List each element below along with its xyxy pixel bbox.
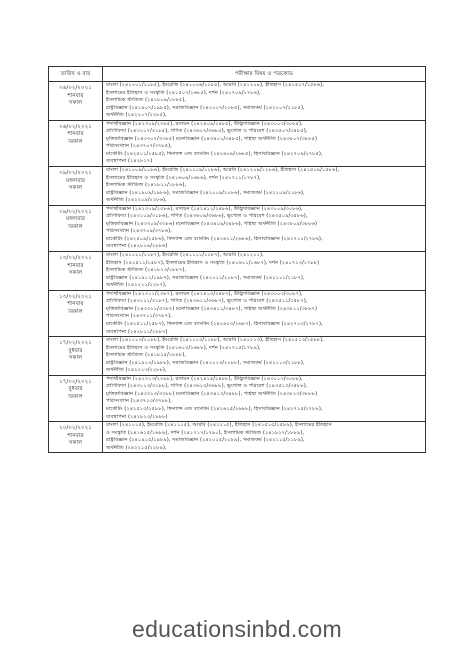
row-date: ১৭/০২/২০২১ (59, 378, 92, 385)
subjects-cell (103, 290, 426, 336)
row-date: ১৩/০২/২০২১ (59, 293, 92, 300)
subject-line: বাংলা (২৪১০১৩/১০৮৮), ইংরেজি (২৪১১১৩/১১৮৮), আরবি (২৪১২১৩), ইতিহাস (২৪১৫১৩/১৫৮৮), (106, 337, 324, 344)
subject-line: বাংলা (২৪১০১৫), ইংরেজি (২৪১১১৫), আরবি (২৪১২১৫), ইতিহাস (২৪১৫১৫/১৫৮৯), ইসলামের ইতিহাস (106, 422, 332, 429)
subject-line: ইসলামের ইতিহাস ও সংস্কৃতি (২৪১৬০৯/১৬৮৬), দর্শন (২৪১৭১১/১৭৮৭), (106, 174, 261, 181)
subject-line: পরিসংখ্যান (২৪৩৭১১/৩৭৮৭), (106, 313, 172, 320)
row-day: শনিবার (67, 92, 84, 99)
subject-line: পদার্থবিজ্ঞান (২৪২৩০৯/২৩৮৬), রসায়ন (২৪২৪১১/২৪৮৬), উদ্ভিদবিজ্ঞান (২৪৩০০৯/৩০৮৬), (106, 205, 303, 212)
subject-line: ব্যবস্থাপনা (২৪২৮০৯/২৮৮৬) (106, 243, 168, 250)
date-cell (49, 422, 103, 453)
subject-line: বাংলা (২৪১০১১/১০৮৭), ইংরেজি (২৪১১১১/১১৮৭), আরবি (২৪১২১১), (106, 252, 264, 259)
row-date: ০৬/০২/২০২১ (59, 123, 92, 130)
subject-line: মার্কেটিং (২৪২৫১১/২৫৮৭), ফিন্যান্স এন্ড ব্যাংকিং (২৪২৬১৩/২৬৮৭), হিসাববিজ্ঞান (২৪২৭১৩/২৭৮৭), (106, 320, 323, 327)
subjects-cell (103, 337, 426, 376)
subject-line: পদার্থবিজ্ঞান (২৪২৩০৯/২৩৮৫), রসায়ন (২৪২৪০৯/২৪৮৫), উদ্ভিদবিজ্ঞান (২৪৩০০৩/৩০৮৫), (106, 120, 303, 127)
row-shift: সকাল (68, 270, 83, 277)
row-shift: সকাল (68, 100, 83, 107)
table-header-row (49, 67, 426, 82)
row-day: বুধবার (68, 347, 83, 354)
subject-line: ইসলামিক স্টাডিজ (২৪১৮১১/১৮৮৬), (106, 182, 187, 189)
subject-line: রাষ্ট্রবিজ্ঞান (২৪১৯১৫/১৯৮৯), সমাজবিজ্ঞান (২৪২০১৫/২০৮৯), সমাজকর্ম (২৪২১১৫/২১৮৯), (106, 437, 305, 444)
date-cell (49, 252, 103, 291)
subjects-cell (103, 120, 426, 166)
subject-line: রাষ্ট্রবিজ্ঞান (২৪১৯০৭/১৯৮৫), সমাজবিজ্ঞান (২৪২০০৭/২০৮৫), সমাজকর্ম (২৪২১০৭/২১৮৫), (106, 104, 305, 111)
subject-line: অর্থনীতি (২৪২২০৯/২২৮৬), (106, 197, 167, 204)
subject-line: পদার্থবিজ্ঞান (২৪২৩১১/২৩৮৭), রসায়ন (২৪২৪১৩/২৪৮৭), উদ্ভিদবিজ্ঞান (২৪৩০০৩/৩০৮৭), (106, 290, 303, 297)
row-day: বুধবার (68, 386, 83, 393)
subject-line: পরিসংখ্যান (২৪৩৭১৩/৩৭৮৮), (106, 398, 172, 405)
table-row (49, 290, 426, 336)
subject-line: মার্কেটিং (২৪২৫০১/২৫৮৫), ফিন্যান্স এন্ড ব্যাংকিং (২৪২৬০৯/২৬৮৫), হিসাববিজ্ঞান (২৪২৭০৯/২৭৮৫), (106, 150, 323, 157)
subject-line: মৃত্তিকাবিজ্ঞান (২৪৩৩১৩/৩৩৮৮) মনোবিজ্ঞান (২৪৩৪১৩/৩৪৮৮), গার্হস্থ্য অর্থনীতি (২৪৩৮১৩/৩৮৮৮) (106, 390, 318, 397)
subject-line: অর্থনীতি (২৪২২০৭/২২৮৫), (106, 112, 167, 119)
subject-line: ইসলামিক স্টাডিজ (২৪১৮০৯/১৮৮৫), (106, 97, 187, 104)
subject-line: মার্কেটিং (২৪২৫০৯/২৫৮৬), ফিন্যান্স এন্ড ব্যাংকিং (২৪২৬১১/২৬৮৬), হিসাববিজ্ঞান (২৪২৭১১/২৭৮৬), (106, 235, 323, 242)
subject-line: প্রাণিবিদ্যা (২৪৩১১৩/৩১৮৮), গণিত (২৪৩৬১৩/৩৬৮৮), ভূগোল ও পরিবেশ (২৪৩৫১৩/৩৫৮৮), (106, 383, 308, 390)
subject-line: পরিসংখ্যান (২৪৩৭০৯/৩৭৮৬), (106, 228, 172, 235)
row-day: শনিবার (67, 131, 84, 138)
subject-line: প্রাণিবিদ্যা (২৪৩১০৯/৩১৮৬), গণিত (২৪৩৬০৯/৩৬৮৬), ভূগোল ও পরিবেশ (২৪৩৫০৯/৩৫৮৬), (106, 213, 308, 220)
table-row (49, 82, 426, 121)
subject-line: ব্যবস্থাপনা (২৪২৮১১/২৮৮৭) (106, 328, 168, 335)
subject-line: অর্থনীতি (২৪২২১১/২২৮৭), (106, 282, 167, 289)
subject-line: ও সংস্কৃতি (২৪১৬১৫/১৬৮৯), দর্শন (২৪১৭১৭/১৭৯০), ইসলামিক স্টাডিজ (২৪১৮১৭/১৮৮৯), (106, 429, 305, 436)
subject-code-header: পরীক্ষার বিষয় ও পত্রকোড (103, 67, 426, 82)
row-shift: সকাল (68, 355, 83, 362)
row-day: শনিবার (67, 301, 84, 308)
date-cell (49, 167, 103, 206)
routine-rows (49, 82, 426, 453)
table-row (49, 422, 426, 453)
row-date: ১৩/০২/২০২১ (59, 255, 92, 262)
row-date: ০৯/০২/২০২১ (59, 170, 92, 177)
subject-line: মৃত্তিকাবিজ্ঞান (২৪৩৩০৯/৩৩৮৬) মনোবিজ্ঞান (২৪৩৪০৯/৩৪৮৬), গার্হস্থ্য অর্থনীতি (২৪৩৮০৯/৩৮৮৬) (106, 220, 318, 227)
row-shift: বিকাল (68, 308, 83, 315)
table-row (49, 205, 426, 251)
table-row (49, 337, 426, 376)
row-day: শনিবার (67, 262, 84, 269)
date-cell (49, 337, 103, 376)
date-cell (49, 205, 103, 251)
subjects-cell (103, 167, 426, 206)
row-day: মঙ্গলবার (66, 216, 85, 223)
exam-routine-sheet (48, 66, 426, 453)
subject-line: ব্যবস্থাপনা (২৪২৮১৭) (106, 158, 153, 165)
subject-line: অর্থনীতি (২৪২২১৫/২২৮৯), (106, 444, 167, 451)
subject-line: রাষ্ট্রবিজ্ঞান (২৪১৯১৩/১৯৮৮), সমাজবিজ্ঞান (২৪২০১৩/২০৮৮), সমাজকর্ম (২৪২১১৩/২১৮৮), (106, 359, 305, 366)
table-row (49, 167, 426, 206)
subject-line: পরিসংখ্যান (২৪৩৭০৭/৩৭৮৫), (106, 143, 172, 150)
subjects-cell (103, 252, 426, 291)
subject-line: পদার্থবিজ্ঞান (২৪২৩১৩/২৩৮৮), রসায়ন (২৪২৪১৫/২৪৮৮), উদ্ভিদবিজ্ঞান (২৪৩০১৩/৩০৮৮), (106, 375, 303, 382)
subject-line: ইতিহাস (২৪১৫১১/১৫৮৭), ইসলামের ইতিহাস ও সংস্কৃতি (২৪১৬১১/১৬৮৭), দর্শন (২৪১৭১৩/১৭৮৮) (106, 259, 320, 266)
subject-line: ব্যবস্থাপনা (২৪২৮১৩/২৮৮৮) (106, 413, 168, 420)
row-day: মঙ্গলবার (66, 177, 85, 184)
subject-line: প্রাণিবিদ্যা (২৪৩১০৭/৩১৮৫), গণিত (২৪৩৬০৭/৩৬৮৫), ভূগোল ও পরিবেশ (২৪৩৫০৭/৩৫৮৫), (106, 128, 308, 135)
subject-line: ইসলামিক স্টাডিজ (২৪১৮১৫/১৮৮৮), (106, 352, 187, 359)
row-date: ০৯/০২/২০২১ (59, 208, 92, 215)
row-shift: সকাল (68, 185, 83, 192)
date-cell (49, 375, 103, 421)
date-cell (49, 120, 103, 166)
row-date: ২০/০২/২০২১ (59, 425, 92, 432)
row-shift: বিকাল (68, 393, 83, 400)
subjects-cell (103, 205, 426, 251)
subjects-cell (103, 375, 426, 421)
subject-line: প্রাণিবিদ্যা (২৪৩১১১/৩১৮৭), গণিত (২৪৩৬১১/৩৬৮৭), ভূগোল ও পরিবেশ (২৪৩৫১১/৩৫৮৭), (106, 298, 308, 305)
date-day-header: তারিখ ও বার (49, 67, 103, 82)
row-shift: সকাল (68, 440, 83, 447)
subject-line: রাষ্ট্রবিজ্ঞান (২৪১৯০৯/১৯৮৬), সমাজবিজ্ঞান (২৪২০০৯/২০৮৬), সমাজকর্ম (২৪২১০৯/২১৮৬), (106, 189, 305, 196)
subject-line: ইসলামিক স্টাডিজ (২৪১৮১৩/১৮৮৭), (106, 267, 187, 274)
subject-line: মার্কেটিং (২৪২৫১৩/২৫৮৮), ফিন্যান্স এন্ড ব্যাংকিং (২৪২৬১৫/২৬৮৮), হিসাববিজ্ঞান (২৪২৭১৫/২৭৮৮), (106, 405, 323, 412)
date-cell (49, 290, 103, 336)
subject-line: ইসলামের ইতিহাস ও সংস্কৃতি (২৪১৫০৭/১৬৮৫), দর্শন (২৪১৭০৯/১৭৮৬), (106, 89, 261, 96)
row-date: ০৬/০২/২০২১ (59, 85, 92, 91)
date-cell (49, 82, 103, 121)
table-row (49, 375, 426, 421)
subjects-cell (103, 422, 426, 453)
subject-line: রাষ্ট্রবিজ্ঞান (২৪১৯১১/১৯৮৭), সমাজবিজ্ঞান (২৪২০১১/২০৮৭), সমাজকর্ম (২৪২১১১/২১৮৭), (106, 274, 305, 281)
subject-line: অর্থনীতি (২৪২২১৩/২২৮৮), (106, 367, 167, 374)
subject-line: বাংলা (২৪১০০১/১০৮৫), ইংরেজি (২৪১০০৬/১১৮৫), আরবি (২৪১২০৯), ইতিহাস (২৪১৫০৭/১৫৮৬), (106, 82, 324, 88)
row-shift: বিকাল (68, 138, 83, 145)
subjects-cell (103, 82, 426, 121)
exam-routine-table (48, 66, 426, 453)
row-date: ১৭/০২/২০২১ (59, 340, 92, 347)
subject-line: মৃত্তিকাবিজ্ঞান (২৪৩৩১১/৩৩৮৭) মনোবিজ্ঞান (২৪৩৪১১/৩৪৮৭), গার্হস্থ্য অর্থনীতি (২৪৩৮১১/৩৮৮৭) (106, 305, 318, 312)
table-row (49, 120, 426, 166)
subject-line: মৃত্তিকাবিজ্ঞান (২৪৩৩০৭/৩৩৮৫) মনোবিজ্ঞান (২৪৩৪০১/৩৪৮৫), গার্হস্থ্য অর্থনীতি (২৪৩৮০৭/৩৮৮৫) (106, 135, 318, 142)
subject-line: ইসলামের ইতিহাস ও সংস্কৃতি (২৪১৬১৩/১৬৮৮), দর্শন (২৪১৭১৫/১৭৮৯), (106, 344, 261, 351)
subject-line: বাংলা (২৪১০০৯/১০৮৬), ইংরেজি (২৪১১০৯/১১৮৬), আরবি (২৪১২০৯/১২৮৬), ইতিহাস (২৪১৫০৯/১৫৮৬), (106, 167, 340, 174)
row-day: শনিবার (67, 432, 84, 439)
table-row (49, 252, 426, 291)
row-shift: বিকাল (68, 223, 83, 230)
watermark: educationsinbd.com (132, 616, 342, 642)
